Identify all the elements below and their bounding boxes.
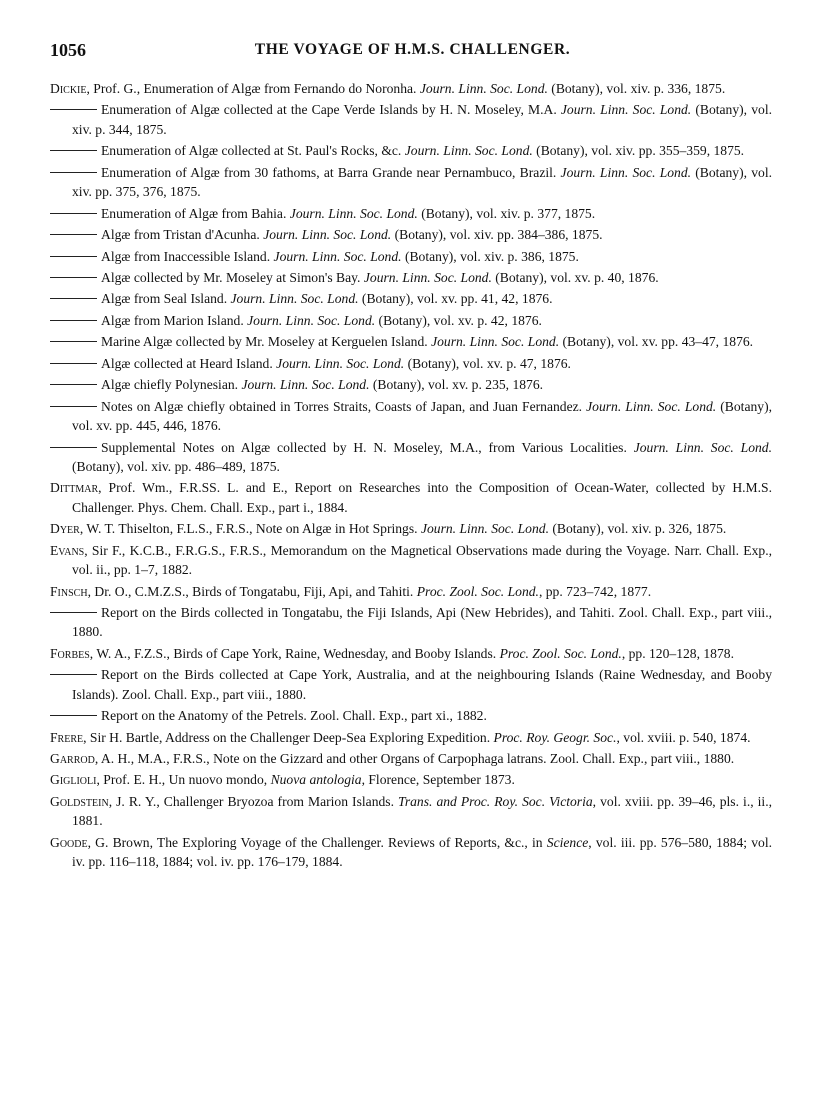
- citation-details: (Botany), vol. xv. p. 235, 1876.: [369, 377, 544, 393]
- author-surname: Finsch: [50, 583, 88, 599]
- ditto-rule: [50, 715, 97, 716]
- bibliography-subentry: [50, 100, 772, 139]
- entry-text: Marine Algæ collected by Mr. Moseley at Kerguelen Island.: [101, 334, 428, 350]
- ditto-rule: [50, 256, 97, 257]
- journal-title: Journ. Linn. Soc. Lond.: [247, 312, 376, 328]
- bibliography-entry: [50, 833, 772, 872]
- citation-details: (Botany), vol. xiv. p. 336, 1875.: [547, 81, 726, 96]
- citation-details: (Botany), vol. xiv. pp. 355–359, 1875.: [532, 143, 745, 159]
- ditto-rule: [50, 384, 97, 385]
- entry-text: Report on the Birds collected at Cape York, Australia, and at the neighbouring Islands (Raine Wednesday, and Booby Islands). Zool. Chall. Exp., part viii., 1880.: [72, 667, 772, 702]
- journal-title: Nuova antologia: [270, 772, 362, 788]
- bibliography-entry: [50, 792, 772, 831]
- bibliography-entry: [50, 519, 772, 538]
- citation-details: (Botany), vol. xiv. pp. 486–489, 1875.: [72, 458, 280, 474]
- journal-title: Journ. Linn. Soc. Lond.: [633, 439, 772, 455]
- citation-details: (Botany), vol. xiv. p. 344, 1875.: [72, 102, 772, 137]
- entry-text: , J. R. Y., Challenger Bryozoa from Marion Islands.: [108, 793, 394, 809]
- entry-text: Algæ from Marion Island.: [101, 312, 244, 328]
- entry-text: , Sir F., K.C.B., F.R.G.S., F.R.S., Memorandum on the Magnetical Observations made during the Voyage. Narr. Chall. Exp., vol. ii., pp. 1–7, 1882.: [72, 542, 772, 578]
- author-surname: Frere: [50, 729, 84, 745]
- author-surname: Dickie: [50, 81, 87, 96]
- journal-title: Journ. Linn. Soc. Lond.: [289, 205, 418, 221]
- bibliography-entry: [50, 478, 772, 517]
- journal-title: Journ. Linn. Soc. Lond.: [419, 81, 548, 96]
- bibliography-entry: [50, 582, 772, 601]
- bibliography-entry: [50, 728, 772, 747]
- author-surname: Dyer: [50, 521, 80, 537]
- entry-text: , G. Brown, The Exploring Voyage of the Challenger. Reviews of Reports, &c., in: [87, 834, 543, 850]
- citation-details: , pp. 723–742, 1877.: [538, 583, 652, 599]
- bibliography-subentry: [50, 603, 772, 642]
- entry-text: Enumeration of Algæ collected at St. Paul's Rocks, &c.: [101, 143, 402, 159]
- ditto-rule: [50, 109, 97, 110]
- ditto-rule: [50, 674, 97, 675]
- bibliography-subentry: [50, 438, 772, 477]
- bibliography-subentry: [50, 225, 772, 244]
- bibliography-subentry: [50, 332, 772, 351]
- ditto-rule: [50, 298, 97, 299]
- entry-text: , Sir H. Bartle, Address on the Challenger Deep-Sea Exploring Expedition.: [83, 729, 491, 745]
- author-surname: Goldstein: [50, 793, 109, 809]
- journal-title: Proc. Zool. Soc. Lond.: [416, 583, 539, 599]
- citation-details: (Botany), vol. xv. p. 47, 1876.: [404, 355, 571, 371]
- entry-text: , Prof. Wm., F.R.SS. L. and E., Report on Researches into the Composition of Ocean-Water, collected by H.M.S. Challenger. Phys. Chem. Chall. Exp., part i., 1884.: [72, 480, 772, 515]
- journal-title: Trans. and Proc. Roy. Soc. Victoria: [398, 793, 593, 809]
- citation-details: (Botany), vol. xiv. pp. 384–386, 1875.: [391, 227, 603, 243]
- journal-title: Journ. Linn. Soc. Lond.: [420, 521, 549, 537]
- bibliography-subentry: [50, 141, 772, 160]
- ditto-rule: [50, 612, 97, 613]
- author-surname: Giglioli: [50, 772, 97, 788]
- citation-details: (Botany), vol. xiv. p. 377, 1875.: [417, 205, 596, 221]
- citation-details: , pp. 120–128, 1878.: [621, 645, 734, 661]
- bibliography-entry: [50, 770, 772, 789]
- ditto-rule: [50, 447, 97, 448]
- ditto-rule: [50, 341, 97, 342]
- entry-text: Supplemental Notes on Algæ collected by H. N. Moseley, M.A., from Various Localities.: [101, 439, 627, 455]
- bibliography-entry: [50, 79, 772, 98]
- citation-details: , vol. xviii. p. 540, 1874.: [616, 729, 751, 745]
- bibliography-subentry: [50, 706, 772, 725]
- bibliography-entry: [50, 644, 772, 663]
- author-surname: Garrod: [50, 751, 95, 766]
- citation-details: , Florence, September 1873.: [361, 772, 515, 788]
- bibliography-subentry: [50, 354, 772, 373]
- citation-details: (Botany), vol. xv. pp. 445, 446, 1876.: [72, 398, 773, 434]
- journal-title: Journ. Linn. Soc. Lond.: [404, 143, 533, 159]
- bibliography-subentry: [50, 247, 772, 266]
- journal-title: Journ. Linn. Soc. Lond.: [586, 398, 717, 414]
- author-surname: Evans: [50, 542, 85, 558]
- journal-title: Journ. Linn. Soc. Lond.: [431, 334, 560, 350]
- entry-text: , W. A., F.Z.S., Birds of Cape York, Raine, Wednesday, and Booby Islands.: [89, 645, 497, 661]
- bibliography-subentry: [50, 289, 772, 308]
- entry-text: Report on the Birds collected in Tongatabu, the Fiji Islands, Api (New Hebrides), and Tahiti. Zool. Chall. Exp., part viii., 1880.: [72, 604, 772, 640]
- journal-title: Proc. Zool. Soc. Lond.: [499, 645, 622, 661]
- journal-title: Journ. Linn. Soc. Lond.: [560, 102, 692, 118]
- bibliography-subentry: [50, 163, 772, 202]
- citation-details: , vol. iii. pp. 576–580, 1884; vol. iv. pp. 116–118, 1884; vol. iv. pp. 176–179, 1884.: [72, 834, 772, 870]
- bibliography-subentry: [50, 204, 772, 223]
- author-surname: Goode: [50, 834, 88, 850]
- citation-details: (Botany), vol. xiv. pp. 375, 376, 1875.: [72, 164, 772, 200]
- journal-title: Journ. Linn. Soc. Lond.: [560, 164, 692, 180]
- journal-title: Journ. Linn. Soc. Lond.: [263, 227, 392, 243]
- entry-text: Algæ collected at Heard Island.: [101, 355, 273, 371]
- author-surname: Dittmar: [50, 480, 99, 496]
- journal-title: Journ. Linn. Soc. Lond.: [273, 248, 402, 264]
- ditto-rule: [50, 320, 97, 321]
- journal-title: Proc. Roy. Geogr. Soc.: [493, 729, 617, 745]
- ditto-rule: [50, 172, 97, 173]
- citation-details: (Botany), vol. xv. pp. 43–47, 1876.: [559, 334, 754, 350]
- page-number: 1056: [50, 40, 86, 60]
- journal-title: Journ. Linn. Soc. Lond.: [241, 377, 370, 393]
- ditto-rule: [50, 150, 97, 151]
- bibliography-entry: [50, 541, 772, 580]
- bibliography-subentry: [50, 375, 772, 394]
- entry-text: , Dr. O., C.M.Z.S., Birds of Tongatabu, Fiji, Api, and Tahiti.: [87, 583, 414, 599]
- entry-text: , W. T. Thiselton, F.L.S., F.R.S., Note on Algæ in Hot Springs.: [79, 521, 418, 537]
- ditto-rule: [50, 213, 97, 214]
- citation-details: (Botany), vol. xiv. p. 326, 1875.: [548, 521, 727, 537]
- ditto-rule: [50, 406, 97, 407]
- bibliography-subentry: [50, 397, 772, 436]
- running-title: THE VOYAGE OF H.M.S. CHALLENGER.: [254, 41, 571, 58]
- citation-details: (Botany), vol. xv. p. 42, 1876.: [375, 312, 542, 328]
- bibliography-subentry: [50, 268, 772, 287]
- entry-text: Enumeration of Algæ collected at the Cape Verde Islands by H. N. Moseley, M.A.: [101, 102, 557, 118]
- citation-details: (Botany), vol. xv. p. 40, 1876.: [491, 269, 659, 285]
- page-header: [50, 40, 775, 64]
- entry-text: Algæ chiefly Polynesian.: [101, 377, 239, 393]
- entry-text: Enumeration of Algæ from 30 fathoms, at Barra Grande near Pernambuco, Brazil.: [101, 164, 557, 180]
- journal-title: Science: [546, 834, 589, 850]
- citation-details: (Botany), vol. xiv. p. 386, 1875.: [401, 248, 579, 264]
- journal-title: Journ. Linn. Soc. Lond.: [230, 291, 359, 307]
- bibliography-subentry: [50, 665, 772, 704]
- entry-text: Algæ collected by Mr. Moseley at Simon's Bay.: [101, 269, 361, 285]
- entry-text: , Prof. G., Enumeration of Algæ from Fernando do Noronha.: [86, 81, 417, 96]
- journal-title: Journ. Linn. Soc. Lond.: [276, 355, 405, 371]
- entry-text: Algæ from Tristan d'Acunha.: [101, 227, 260, 243]
- ditto-rule: [50, 277, 97, 278]
- entry-text: Notes on Algæ chiefly obtained in Torres Straits, Coasts of Japan, and Juan Fernandez.: [101, 398, 583, 414]
- entry-text: Report on the Anatomy of the Petrels. Zool. Chall. Exp., part xi., 1882.: [101, 708, 487, 724]
- bibliography-entry: [50, 749, 772, 768]
- entry-text: , Prof. E. H., Un nuovo mondo,: [96, 772, 268, 788]
- citation-details: (Botany), vol. xv. pp. 41, 42, 1876.: [358, 291, 553, 307]
- journal-title: Journ. Linn. Soc. Lond.: [363, 269, 492, 285]
- citation-details: , vol. xviii. pp. 39–46, pls. i., ii., 1881.: [72, 793, 773, 829]
- bibliography-subentry: [50, 311, 772, 330]
- entry-text: Algæ from Seal Island.: [101, 291, 228, 307]
- ditto-rule: [50, 234, 97, 235]
- author-surname: Forbes: [50, 645, 90, 661]
- entry-text: , A. H., M.A., F.R.S., Note on the Gizzard and other Organs of Carpophaga latrans. Zool. Chall. Exp., part viii., 1880.: [94, 751, 735, 766]
- bibliography-list: [50, 79, 772, 874]
- ditto-rule: [50, 363, 97, 364]
- entry-text: Algæ from Inaccessible Island.: [101, 248, 271, 264]
- entry-text: Enumeration of Algæ from Bahia.: [101, 205, 287, 221]
